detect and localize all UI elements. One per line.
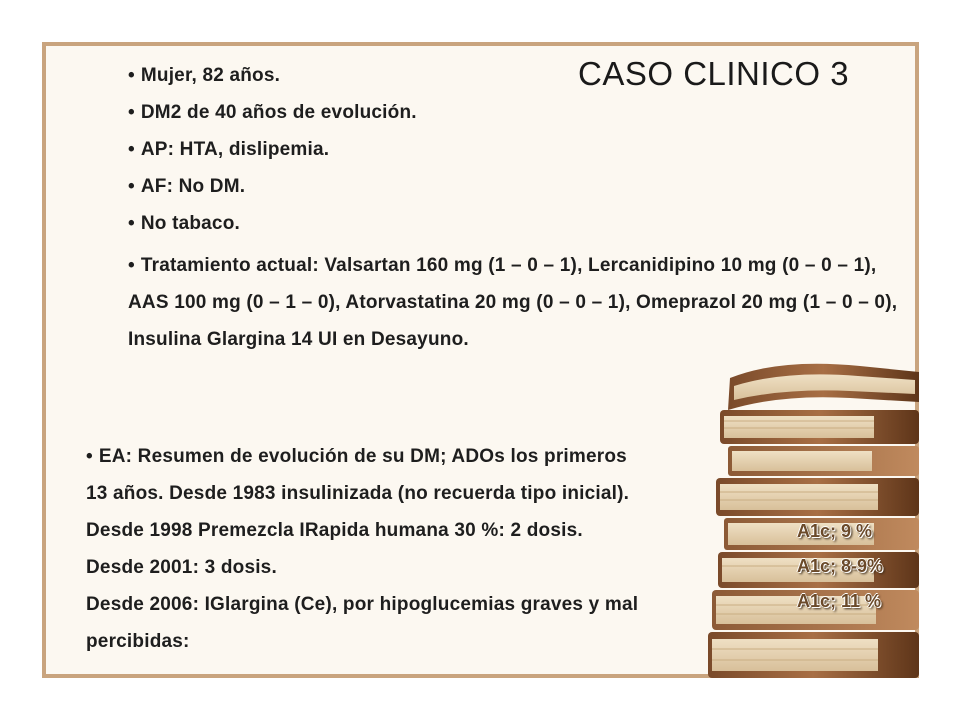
bullet-item-treatment <box>128 247 898 358</box>
bullet-dot: • <box>128 65 135 86</box>
slide-title: CASO CLINICO 3 <box>578 55 850 92</box>
bullet-dot: • <box>128 139 135 160</box>
bullet-text: Mujer, 82 años. <box>140 65 281 86</box>
bullet-dot: • <box>128 213 135 234</box>
ea-line: Desde 2006: IGlargina (Ce), por hipoglucemias graves y mal <box>86 594 639 615</box>
bullet-dot: • <box>128 102 135 123</box>
a1c-values <box>797 514 883 619</box>
bullet-item <box>128 62 898 89</box>
bullet-item <box>128 173 898 200</box>
bullet-dot: • <box>128 176 135 197</box>
bullet-text: AP: HTA, dislipemia. <box>140 139 330 160</box>
ea-line <box>86 438 786 475</box>
ea-line: 13 años. Desde 1983 insulinizada (no recuerda tipo inicial). <box>86 483 630 504</box>
a1c-value: A1c; 8-9% <box>797 556 884 576</box>
ea-line: Desde 1998 Premezcla IRapida humana 30 %: 2 dosis. <box>86 520 583 541</box>
ea-line-text: EA: Resumen de evolución de su DM; ADOs los primeros <box>98 446 627 467</box>
bullet-item <box>128 136 898 163</box>
bullet-text: No tabaco. <box>140 213 240 234</box>
bullet-text: Tratamiento actual: Valsartan 160 mg (1 – 0 – 1), Lercanidipino 10 mg (0 – 0 – 1), AAS 100 mg (0 – 1 – 0), Atorvastatina 20 mg (0 – 0 – 1), Omeprazol 20 mg (1 – 0 – 0), Insulina Glargina 14 UI en Desayuno. <box>128 255 898 350</box>
bullet-dot: • <box>128 255 135 276</box>
bullet-item <box>128 99 898 126</box>
bullet-text: AF: No DM. <box>140 176 246 197</box>
patient-summary-list <box>128 62 898 368</box>
bullet-text: DM2 de 40 años de evolución. <box>140 102 417 123</box>
ea-line: percibidas: <box>86 631 190 652</box>
ea-line: Desde 2001: 3 dosis. <box>86 557 277 578</box>
a1c-value: A1c; 11 % <box>797 591 882 611</box>
disease-evolution-block <box>86 438 786 660</box>
a1c-value: A1c; 9 % <box>797 521 873 541</box>
bullet-item <box>128 210 898 237</box>
bullet-dot: • <box>86 446 93 467</box>
